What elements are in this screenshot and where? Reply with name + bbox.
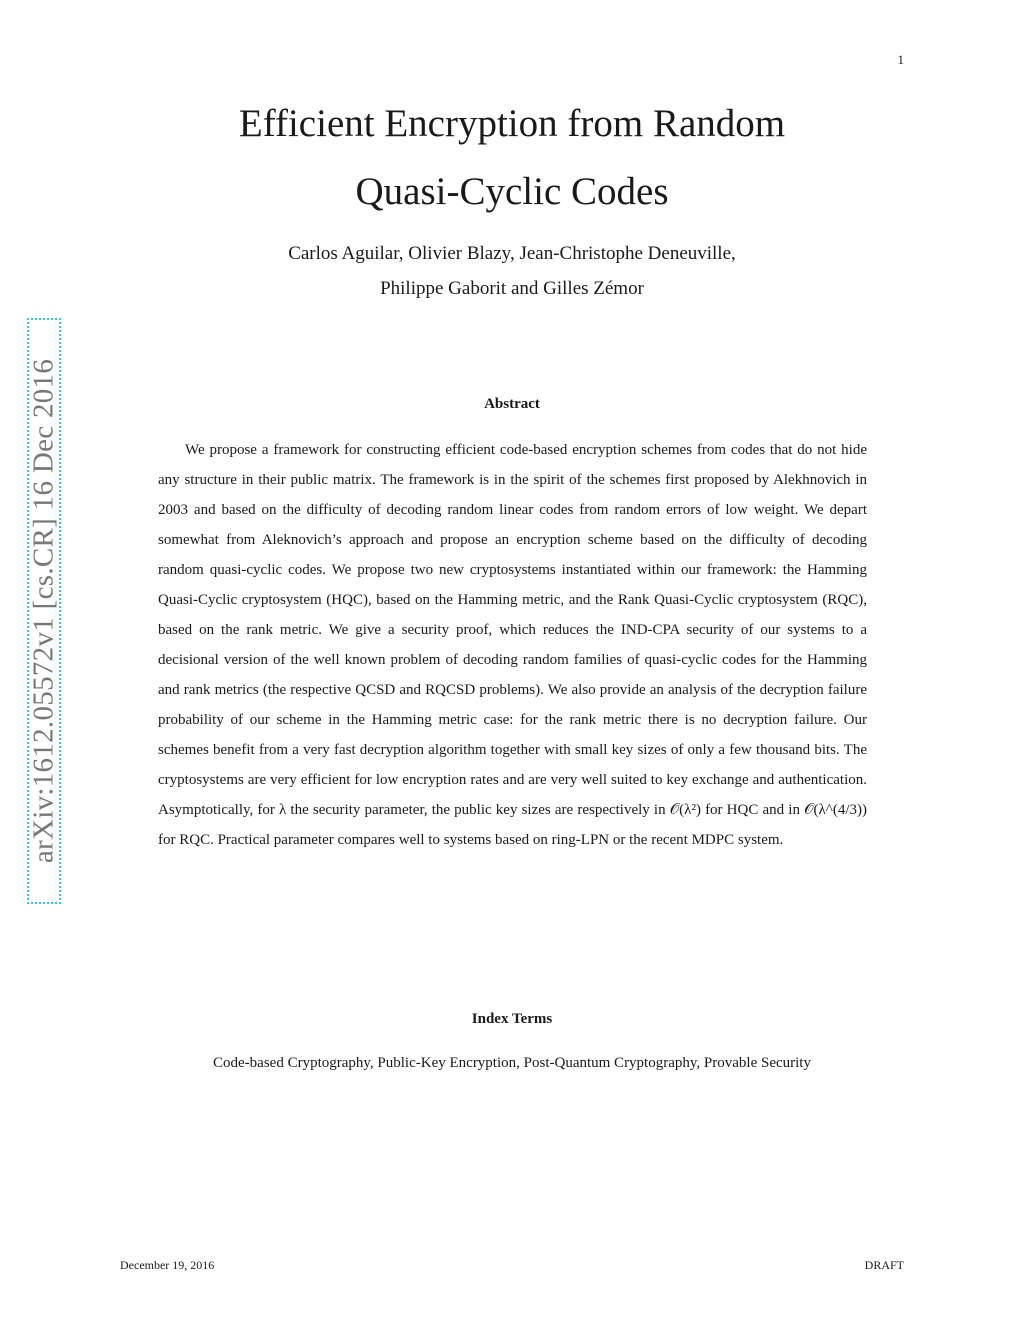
abstract-heading: Abstract [484,396,540,412]
index-terms-list: Code-based Cryptography, Public-Key Encryption, Post-Quantum Cryptography, Provable Security [213,1055,811,1071]
footer-draft-label: DRAFT [864,1258,904,1272]
footer-date: December 19, 2016 [120,1258,215,1272]
authors-line-2: Philippe Gaborit and Gilles Zémor [380,278,644,299]
paper-title-line-2: Quasi-Cyclic Codes [355,170,669,213]
index-terms-heading: Index Terms [471,1011,553,1027]
arxiv-identifier-text: arXiv:1612.05572v1 [cs.CR] 16 Dec 2016 [27,358,60,864]
paper-title-line-1: Efficient Encryption from Random [238,102,786,145]
abstract-body: We propose a framework for constructing efficient code-based encryption schemes from codes that do not hide any structure in their public matrix. The framework is in the spirit of the schemes first proposed by Alekhnovich in 2003 and based on the difficulty of decoding random linear codes from random errors of low weight. We depart somewhat from Aleknovich’s approach and propose an encryption scheme based on the difficulty of decoding random quasi-cyclic codes. We propose two new cryptosystems instantiated within our framework: the Hamming Quasi-Cyclic cryptosystem (HQC), based on the Hamming metric, and the Rank Quasi-Cyclic cryptosystem (RQC), based on the rank metric. We give a security proof, which reduces the IND-CPA security of our systems to a decisional version of the well known problem of decoding random families of quasi-cyclic codes for the Hamming and rank metrics (the respective QCSD and RQCSD problems). We also provide an analysis of the decryption failure probability of our scheme in the Hamming metric case: for the rank metric there is no decryption failure. Our schemes benefit from a very fast decryption algorithm together with small key sizes of only a few thousand bits. The cryptosystems are very efficient for low encryption rates and are very well suited to key exchange and authentication. Asymptotically, for λ the security parameter, the public key sizes are respectively in 𝒪(λ²) for HQC and in 𝒪(λ^(4/3)) for RQC. Practical parameter compares well to systems based on ring-LPN or the recent MDPC system. [158,442,867,848]
authors-line-1: Carlos Aguilar, Olivier Blazy, Jean-Christophe Deneuville, [288,243,736,264]
page-number: 1 [897,52,904,67]
